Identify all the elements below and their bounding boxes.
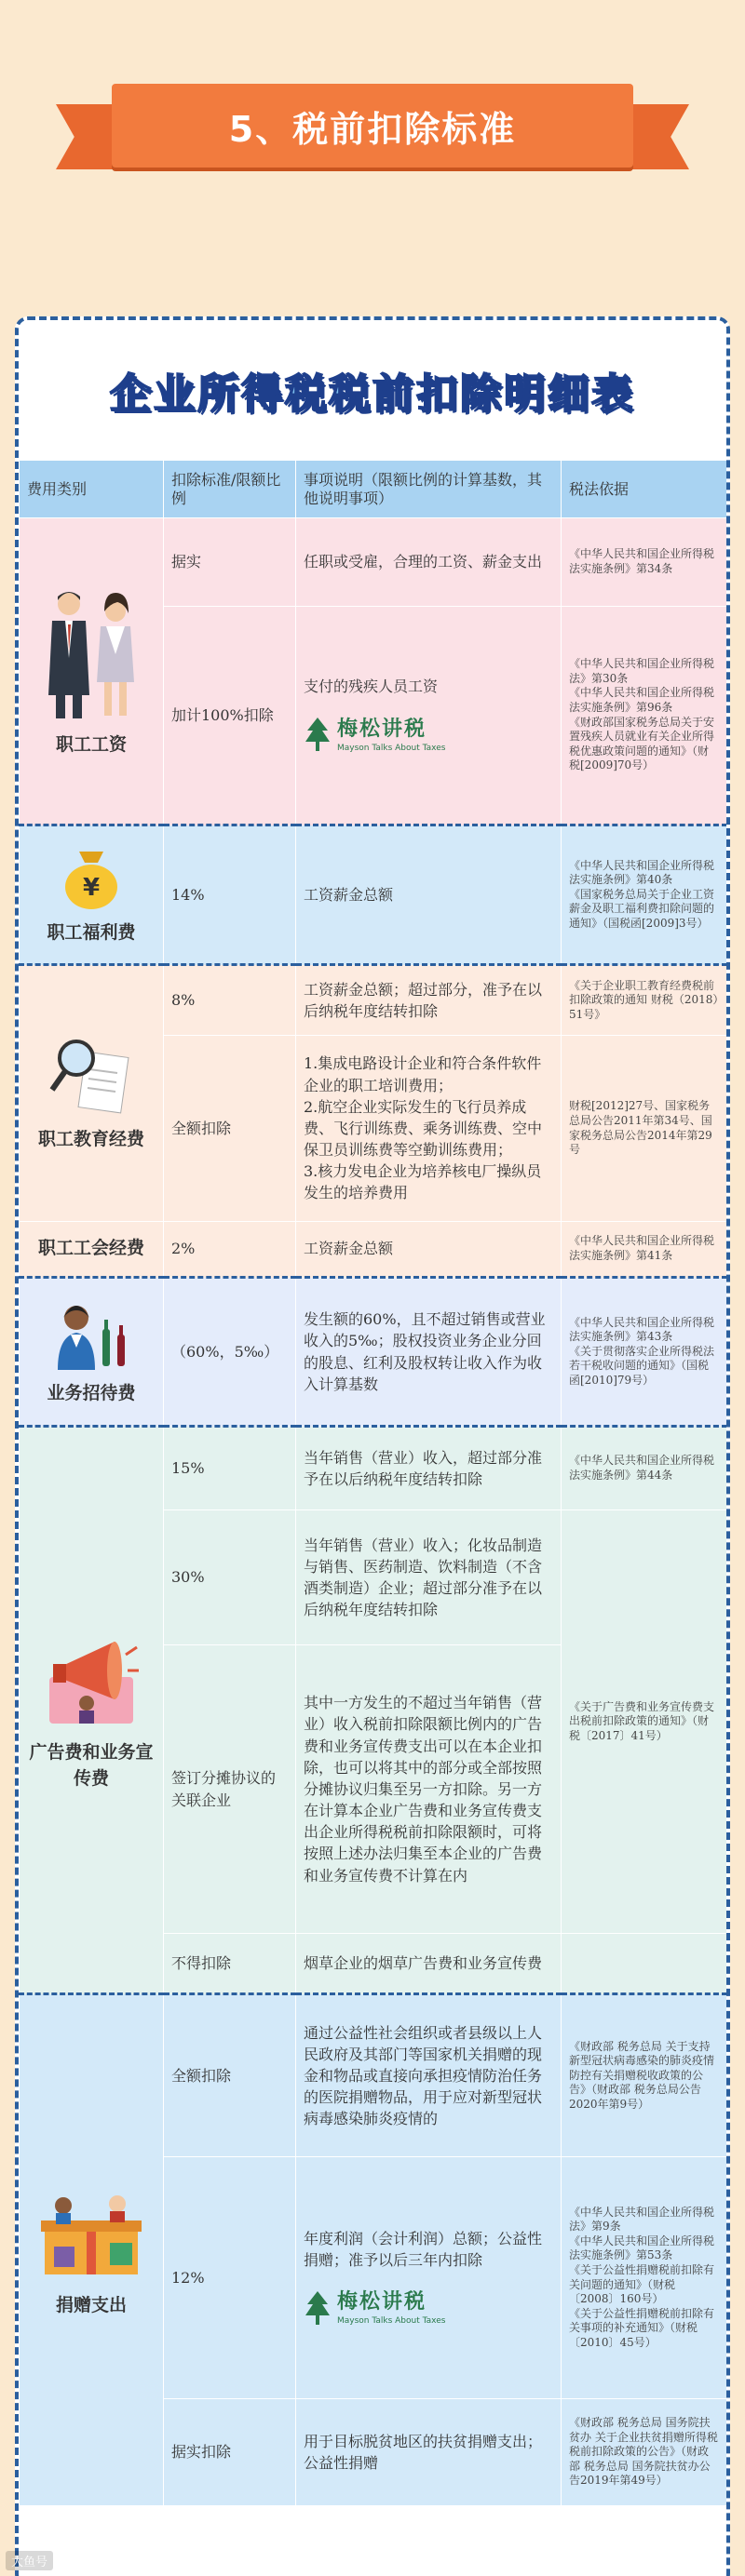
description-cell: 用于目标脱贫地区的扶贫捐赠支出；公益性捐赠: [296, 2399, 562, 2506]
basis-cell: 《关于企业职工教育经费税前扣除政策的通知 财税（2018）51号》: [562, 965, 727, 1036]
description-cell: 当年销售（营业）收入；化妆品制造与销售、医药制造、饮料制造（不含酒类制造）企业；超过部分准予在以后纳税年度结转扣除: [296, 1510, 562, 1645]
group-education: [20, 965, 727, 1222]
money-bag-icon: [59, 844, 124, 911]
description-cell: [296, 2157, 562, 2399]
watermark: 梅松讲税 Mayson Talks About Taxes: [304, 715, 553, 755]
description-cell: 通过公益性社会组织或者县级以上人民政府及其部门等国家机关捐赠的现金和物品或直接向承担疫情防治任务的医院捐赠物品，用于应对新型冠状病毒感染肺炎疫情的: [296, 1994, 562, 2157]
description-cell: [296, 607, 562, 825]
gift-boxes-icon: [35, 2181, 147, 2284]
header-banner: [0, 0, 745, 307]
description-cell: 工资薪金总额: [296, 1222, 562, 1278]
table-header-row: [20, 461, 727, 518]
magnifier-document-icon: [45, 1034, 138, 1118]
basis-cell: 《中华人民共和国企业所得税法实施条例》第40条 《国家税务总局关于企业工资薪金及职工福利费扣除问题的通知》（国税函[2009]3号）: [562, 825, 727, 965]
category-cell: 广告费和业务宣传费: [20, 1427, 164, 1994]
source-watermark: 大鱼号: [6, 2551, 53, 2570]
category-cell: 职工工资: [20, 518, 164, 825]
category-cell: 职工工会经费: [20, 1222, 164, 1278]
standard-cell: 14%: [164, 825, 296, 965]
standard-cell: （60%，5‰）: [164, 1278, 296, 1427]
watermark: 梅松讲税 Mayson Talks About Taxes: [304, 2288, 553, 2328]
standard-cell: 签订分摊协议的关联企业: [164, 1645, 296, 1934]
group-entertainment: [20, 1278, 727, 1427]
table-row: [20, 1427, 727, 1510]
standard-cell: 据实: [164, 518, 296, 607]
standard-cell: 2%: [164, 1222, 296, 1278]
basis-cell: 《中华人民共和国企业所得税法实施条例》第34条: [562, 518, 727, 607]
basis-cell: 《中华人民共和国企业所得税法实施条例》第44条: [562, 1427, 727, 1510]
header-standard: 扣除标准/限额比例: [164, 461, 296, 518]
basis-cell: 《财政部 税务总局 国务院扶贫办 关于企业扶贫捐赠所得税税前扣除政策的公告》（财政部 税务总局 国务院扶贫办公告2019年第49号）: [562, 2399, 727, 2506]
standard-cell: 15%: [164, 1427, 296, 1510]
category-cell: 捐赠支出: [20, 1994, 164, 2506]
deduction-card: [15, 316, 730, 2576]
description-cell: 其中一方发生的不超过当年销售（营业）收入税前扣除限额比例内的广告费和业务宣传费支出可以在本企业扣除，也可以将其中的部分或全部按照分摊协议归集至另一方扣除。另一方在计算本企业广告费和业务宣传费支出企业所得税税前扣除限额时，可将按照上述办法归集至本企业的广告费和业务宣传费不计算在内: [296, 1645, 562, 1934]
standard-cell: 全额扣除: [164, 1036, 296, 1222]
business-people-icon: [35, 584, 147, 723]
description-cell: 工资薪金总额: [296, 825, 562, 965]
header-category: 费用类别: [20, 461, 164, 518]
basis-cell: 《关于广告费和业务宣传费支出税前扣除政策的通知》（财税〔2017〕41号）: [562, 1510, 727, 1934]
description-cell: 1.集成电路设计企业和符合条件软件企业的职工培训费用； 2.航空企业实际发生的飞行员养成费、飞行训练费、乘务训练费、空中保卫员训练费等空勤训练费用； 3.核力发电企业为培养核电厂操纵员发生的培养费用: [296, 1036, 562, 1222]
table-row: [20, 1994, 727, 2157]
standard-cell: 据实扣除: [164, 2399, 296, 2506]
basis-cell: 《中华人民共和国企业所得税法实施条例》第41条: [562, 1222, 727, 1278]
table-row: [20, 1222, 727, 1278]
pine-tree-logo-icon: [304, 716, 332, 753]
header-description: 事项说明（限额比例的计算基数，其他说明事项）: [296, 461, 562, 518]
description-cell: 当年销售（营业）收入，超过部分准予在以后纳税年度结转扣除: [296, 1427, 562, 1510]
basis-cell: 《中华人民共和国企业所得税法》第30条 《中华人民共和国企业所得税法实施条例》第96条 《财政部国家税务总局关于安置残疾人员就业有关企业所得税优惠政策问题的通知》（财税[2009]70号）: [562, 607, 727, 825]
table-row: [20, 518, 727, 607]
header-basis: 税法依据: [562, 461, 727, 518]
card-title-text: 企业所得税税前扣除明细表: [110, 370, 635, 418]
description-cell: 工资薪金总额；超过部分，准予在以后纳税年度结转扣除: [296, 965, 562, 1036]
basis-cell: 《财政部 税务总局 关于支持新型冠状病毒感染的肺炎疫情防控有关捐赠税收政策的公告》（财政部 税务总局公告2020年第9号）: [562, 1994, 727, 2157]
card-title: [19, 320, 726, 460]
group-advertising: [20, 1427, 727, 1994]
standard-cell: 12%: [164, 2157, 296, 2399]
table-row: [20, 1278, 727, 1427]
section-title: 5、税前扣除标准: [112, 84, 633, 168]
group-welfare: [20, 825, 727, 965]
description-text: 年度利润（会计利润）总额；公益性捐赠；准予以后三年内扣除: [304, 2229, 543, 2270]
group-donation: [20, 1994, 727, 2506]
category-cell: ¥ 职工福利费: [20, 825, 164, 965]
basis-cell: 《中华人民共和国企业所得税法》第9条 《中华人民共和国企业所得税法实施条例》第53条 《关于公益性捐赠税前扣除有关问题的通知》（财税〔2008〕160号） 《关于公益性捐赠税前扣除有关事项的补充通知》（财税〔2010〕45号）: [562, 2157, 727, 2399]
category-cell: 业务招待费: [20, 1278, 164, 1427]
svg-text:¥: ¥: [82, 873, 101, 902]
basis-cell: [562, 1934, 727, 1994]
group-wages: [20, 518, 727, 825]
standard-cell: 不得扣除: [164, 1934, 296, 1994]
group-union: [20, 1222, 727, 1278]
standard-cell: 加计100%扣除: [164, 607, 296, 825]
description-cell: 发生额的60%，且不超过销售或营业收入的5‰；股权投资业务企业分回的股息、红利及股权转让收入作为收入计算基数: [296, 1278, 562, 1427]
wine-host-icon: [45, 1297, 138, 1372]
megaphone-icon: [40, 1629, 142, 1731]
description-text: 支付的残疾人员工资: [304, 678, 439, 696]
deduction-table: [19, 460, 727, 2506]
description-cell: 任职或受雇，合理的工资、薪金支出: [296, 518, 562, 607]
standard-cell: 30%: [164, 1510, 296, 1645]
standard-cell: 8%: [164, 965, 296, 1036]
description-cell: 烟草企业的烟草广告费和业务宣传费: [296, 1934, 562, 1994]
basis-cell: 财税[2012]27号、国家税务总局公告2011年第34号、国家税务总局公告2014年第29号: [562, 1036, 727, 1222]
table-row: [20, 825, 727, 965]
pine-tree-logo-icon: [304, 2289, 332, 2327]
basis-cell: 《中华人民共和国企业所得税法实施条例》第43条 《关于贯彻落实企业所得税法若干税收问题的通知》（国税函[2010]79号）: [562, 1278, 727, 1427]
category-cell: 职工教育经费: [20, 965, 164, 1222]
standard-cell: 全额扣除: [164, 1994, 296, 2157]
table-row: [20, 965, 727, 1036]
